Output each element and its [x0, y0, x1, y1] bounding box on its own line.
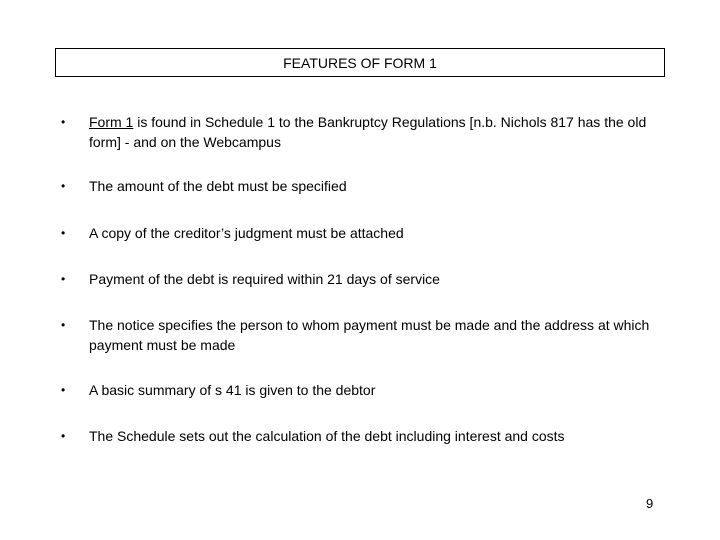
bullet-text-3: A copy of the creditor’s judgment must be attached [89, 225, 404, 241]
page-number: 9 [646, 496, 654, 511]
bullet-icon: • [61, 318, 66, 332]
bullet-text-7: The Schedule sets out the calculation of the debt including interest and costs [89, 428, 565, 444]
bullet-text-6: A basic summary of s 41 is given to the debtor [89, 382, 376, 398]
bullet-text-1: is found in Schedule 1 to the Bankruptcy Regulations [n.b. Nichols 817 has the old form] - and on the Webcampus [89, 114, 647, 150]
form-1-link[interactable]: Form 1 [89, 114, 134, 130]
bullet-text-4: Payment of the debt is required within 21 days of service [89, 271, 440, 287]
bullet-icon: • [61, 179, 66, 193]
bullet-icon: • [61, 272, 66, 286]
slide-title: FEATURES OF FORM 1 [283, 54, 437, 71]
bullet-text-2: The amount of the debt must be specified [89, 178, 347, 194]
bullet-icon: • [61, 115, 66, 129]
bullet-icon: • [61, 383, 66, 397]
bullet-icon: • [61, 226, 66, 240]
bullet-text-5: The notice specifies the person to whom payment must be made and the address at which payment must be made [89, 317, 650, 353]
bullet-icon: • [61, 429, 66, 443]
